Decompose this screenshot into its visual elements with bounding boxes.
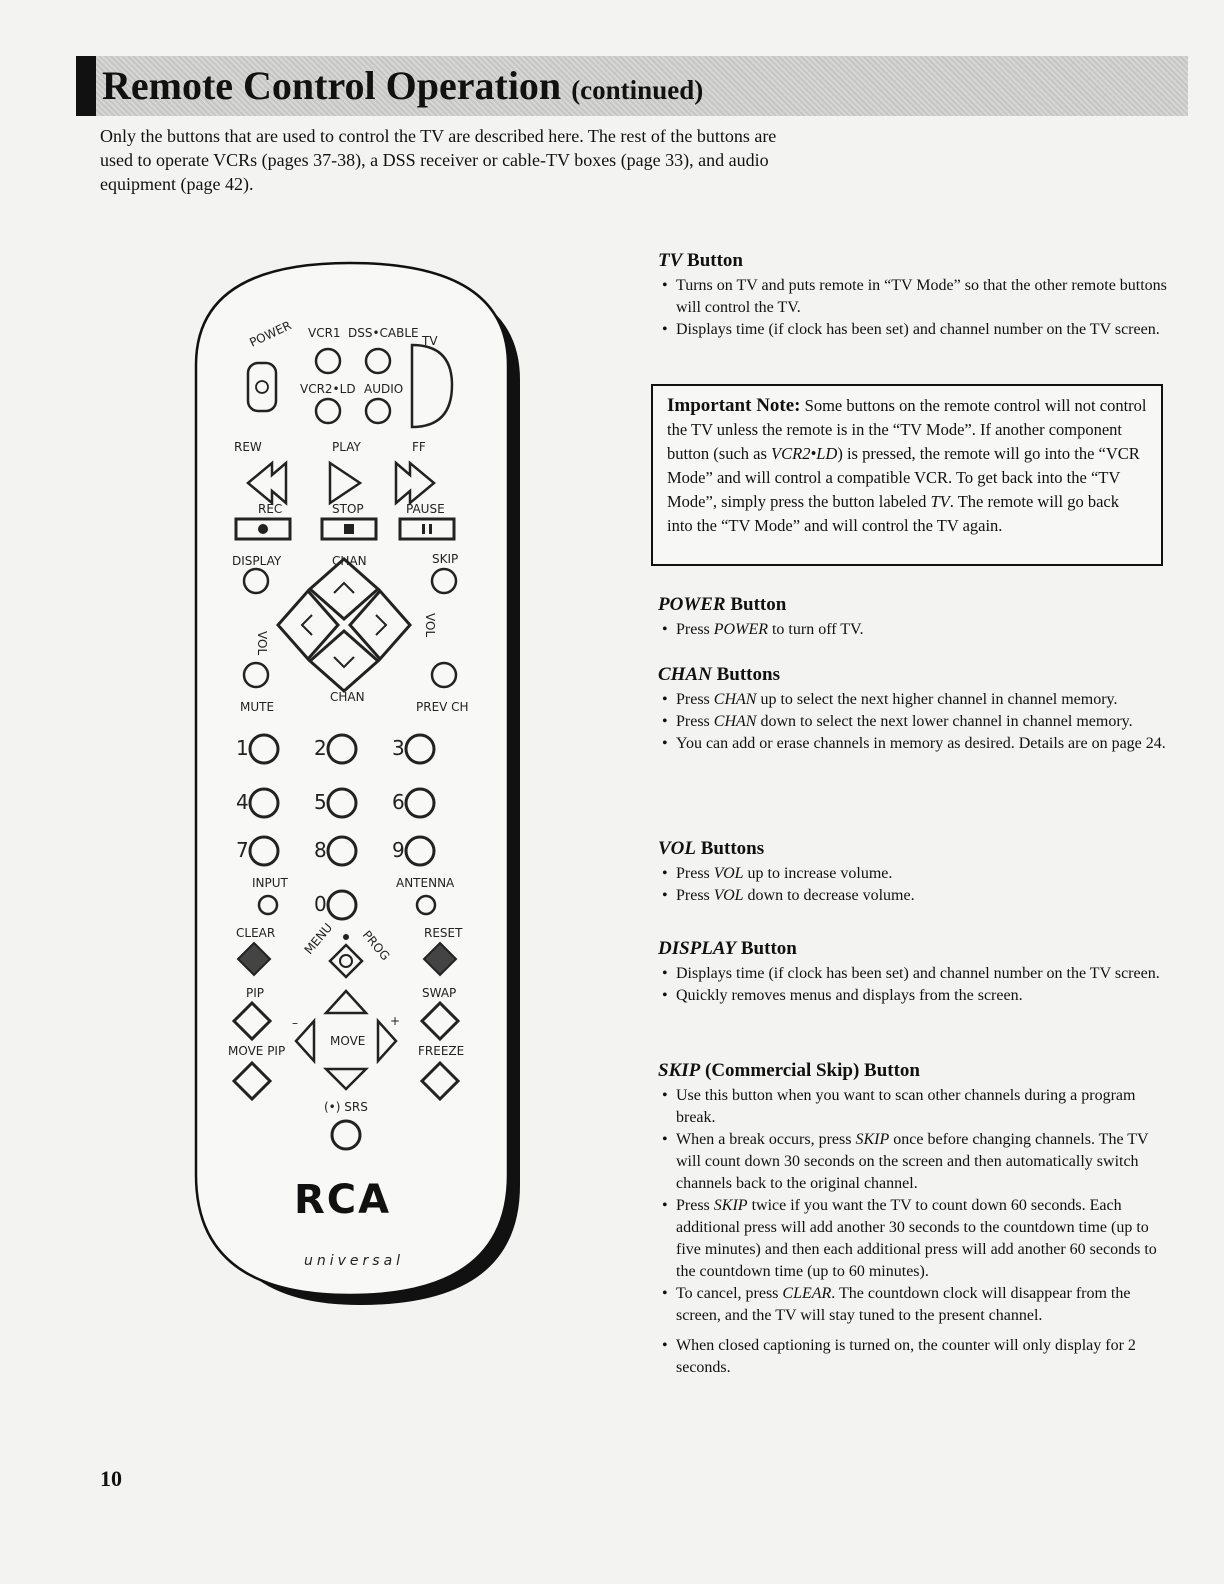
section-heading: TV Button (658, 250, 743, 271)
clear-label: CLEAR (236, 926, 276, 940)
digit-7-label: 7 (236, 838, 249, 862)
prog-label: PROG (359, 927, 393, 964)
freeze-label: FREEZE (418, 1044, 465, 1058)
rew-label: REW (234, 440, 262, 454)
dss-cable-label: DSS•CABLE (348, 326, 419, 340)
remote-control-illustration (190, 255, 530, 1310)
banner-marker (76, 56, 96, 116)
chan-buttons-section (654, 664, 1174, 755)
bullet-list (654, 275, 1174, 341)
chan-down-label: CHAN (330, 690, 365, 704)
bullet-list (654, 619, 1174, 641)
power-label: POWER (247, 318, 294, 350)
bullet-list (654, 963, 1174, 1007)
list-item: • Press VOL down to decrease volume. (676, 885, 1174, 907)
digit-0-label: 0 (314, 892, 327, 916)
digit-8-label: 8 (314, 838, 327, 862)
rec-icon (258, 524, 268, 534)
list-item: • Press VOL up to increase volume. (676, 863, 1174, 885)
title-main: Remote Control Operation (102, 63, 562, 108)
section-banner (76, 56, 1188, 116)
page-number: 10 (100, 1466, 122, 1491)
display-button-section (654, 938, 1174, 1007)
remote-body (196, 263, 508, 1295)
skip-button-section (654, 1060, 1174, 1379)
ff-label: FF (412, 440, 426, 454)
section-heading: CHAN Buttons (658, 664, 780, 685)
note-heading: Important Note: (667, 395, 801, 416)
vcr1-label: VCR1 (308, 326, 341, 340)
pause-icon (422, 524, 425, 534)
menu-label: MENU (301, 920, 336, 957)
audio-label: AUDIO (364, 382, 404, 396)
play-label: PLAY (332, 440, 361, 454)
section-heading: SKIP (Commercial Skip) Button (658, 1060, 920, 1081)
section-heading: VOL Buttons (658, 838, 765, 859)
digit-4-label: 4 (236, 790, 249, 814)
list-item: • Press POWER to turn off TV. (676, 619, 1174, 641)
plus-label: + (390, 1014, 401, 1028)
prev-ch-label: PREV CH (416, 700, 469, 714)
digit-1-label: 1 (236, 736, 249, 760)
digit-9-label: 9 (392, 838, 405, 862)
list-item: • To cancel, press CLEAR. The countdown clock will disappear from the screen, and the TV will stay tuned to the present channel. (676, 1283, 1174, 1327)
reset-label: RESET (424, 926, 463, 940)
swap-label: SWAP (422, 986, 457, 1000)
list-item: • Turns on TV and puts remote in “TV Mode” so that the other remote buttons will control the TV. (676, 275, 1174, 319)
digit-5-label: 5 (314, 790, 327, 814)
input-label: INPUT (252, 876, 288, 890)
title-suffix: (continued) (571, 75, 704, 105)
chan-up-label: CHAN (332, 554, 367, 568)
list-item: • Displays time (if clock has been set) and channel number on the TV screen. (676, 319, 1174, 341)
rca-logo: RCA (294, 1177, 392, 1223)
antenna-label: ANTENNA (396, 876, 455, 890)
page-title (102, 62, 703, 109)
digit-6-label: 6 (392, 790, 405, 814)
pip-label: PIP (246, 986, 265, 1000)
stop-label: STOP (332, 502, 364, 516)
list-item: • When a break occurs, press SKIP once before changing channels. The TV will count down 30 seconds on the screen and then automatically switch channels back to the original channel. (676, 1129, 1174, 1195)
move-label: MOVE (330, 1034, 366, 1048)
minus-label: – (292, 1016, 298, 1030)
bullet-list (654, 863, 1174, 907)
list-item: • Displays time (if clock has been set) and channel number on the TV screen. (676, 963, 1174, 985)
list-item: • Quickly removes menus and displays from the screen. (676, 985, 1174, 1007)
intro-paragraph: Only the buttons that are used to control the TV are described here. The rest of the buttons are used to operate VCRs (pages 37-38), a DSS receiver or cable-TV boxes (page 33), and audio equipment (page 42). (100, 126, 777, 194)
bullet-list (654, 689, 1174, 755)
list-item: • When closed captioning is turned on, the counter will only display for 2 seconds. (676, 1335, 1174, 1379)
section-heading: POWER Button (658, 594, 787, 615)
skip-label: SKIP (432, 552, 459, 566)
digit-3-label: 3 (392, 736, 405, 760)
vol-left-label: VOL (255, 631, 269, 656)
list-item: • You can add or erase channels in memory as desired. Details are on page 24. (676, 733, 1174, 755)
universal-logo: universal (304, 1253, 405, 1269)
stop-icon (344, 524, 354, 534)
section-heading: DISPLAY Button (658, 938, 797, 959)
display-label: DISPLAY (232, 554, 282, 568)
vol-buttons-section (654, 838, 1174, 907)
list-item: • Press SKIP twice if you want the TV to count down 60 seconds. Each additional press will add another 30 seconds to the countdown time (up to five minutes) and then each additional press will add another 60 seconds to the countdown time (up to 60 minutes). (676, 1195, 1174, 1283)
power-button-section (654, 594, 1174, 641)
list-item: • Press CHAN up to select the next higher channel in channel memory. (676, 689, 1174, 711)
vol-right-label: VOL (423, 613, 437, 638)
digit-2-label: 2 (314, 736, 327, 760)
rec-label: REC (258, 502, 283, 516)
srs-label: (•) SRS (324, 1100, 368, 1114)
important-note-box: Important Note: Some buttons on the remote control will not control the TV unless the remote is in the “TV Mode”. If another component button (such as VCR2•LD) is pressed, the remote will go into the “VCR Mode” and will control a compatible VCR. To get back into the “TV Mode”, simply press the button labeled TV. The remote will go back into the “TV Mode” and will control the TV again. (651, 384, 1163, 566)
tv-button-section (654, 250, 1174, 341)
pause-label: PAUSE (406, 502, 445, 516)
move-pip-label: MOVE PIP (228, 1044, 286, 1058)
tv-label: TV (422, 334, 438, 348)
bullet-list (654, 1085, 1174, 1379)
list-item: • Press CHAN down to select the next lower channel in channel memory. (676, 711, 1174, 733)
list-item: • Use this button when you want to scan other channels during a program break. (676, 1085, 1174, 1129)
mute-label: MUTE (240, 700, 275, 714)
vcr2-ld-label: VCR2•LD (300, 382, 356, 396)
